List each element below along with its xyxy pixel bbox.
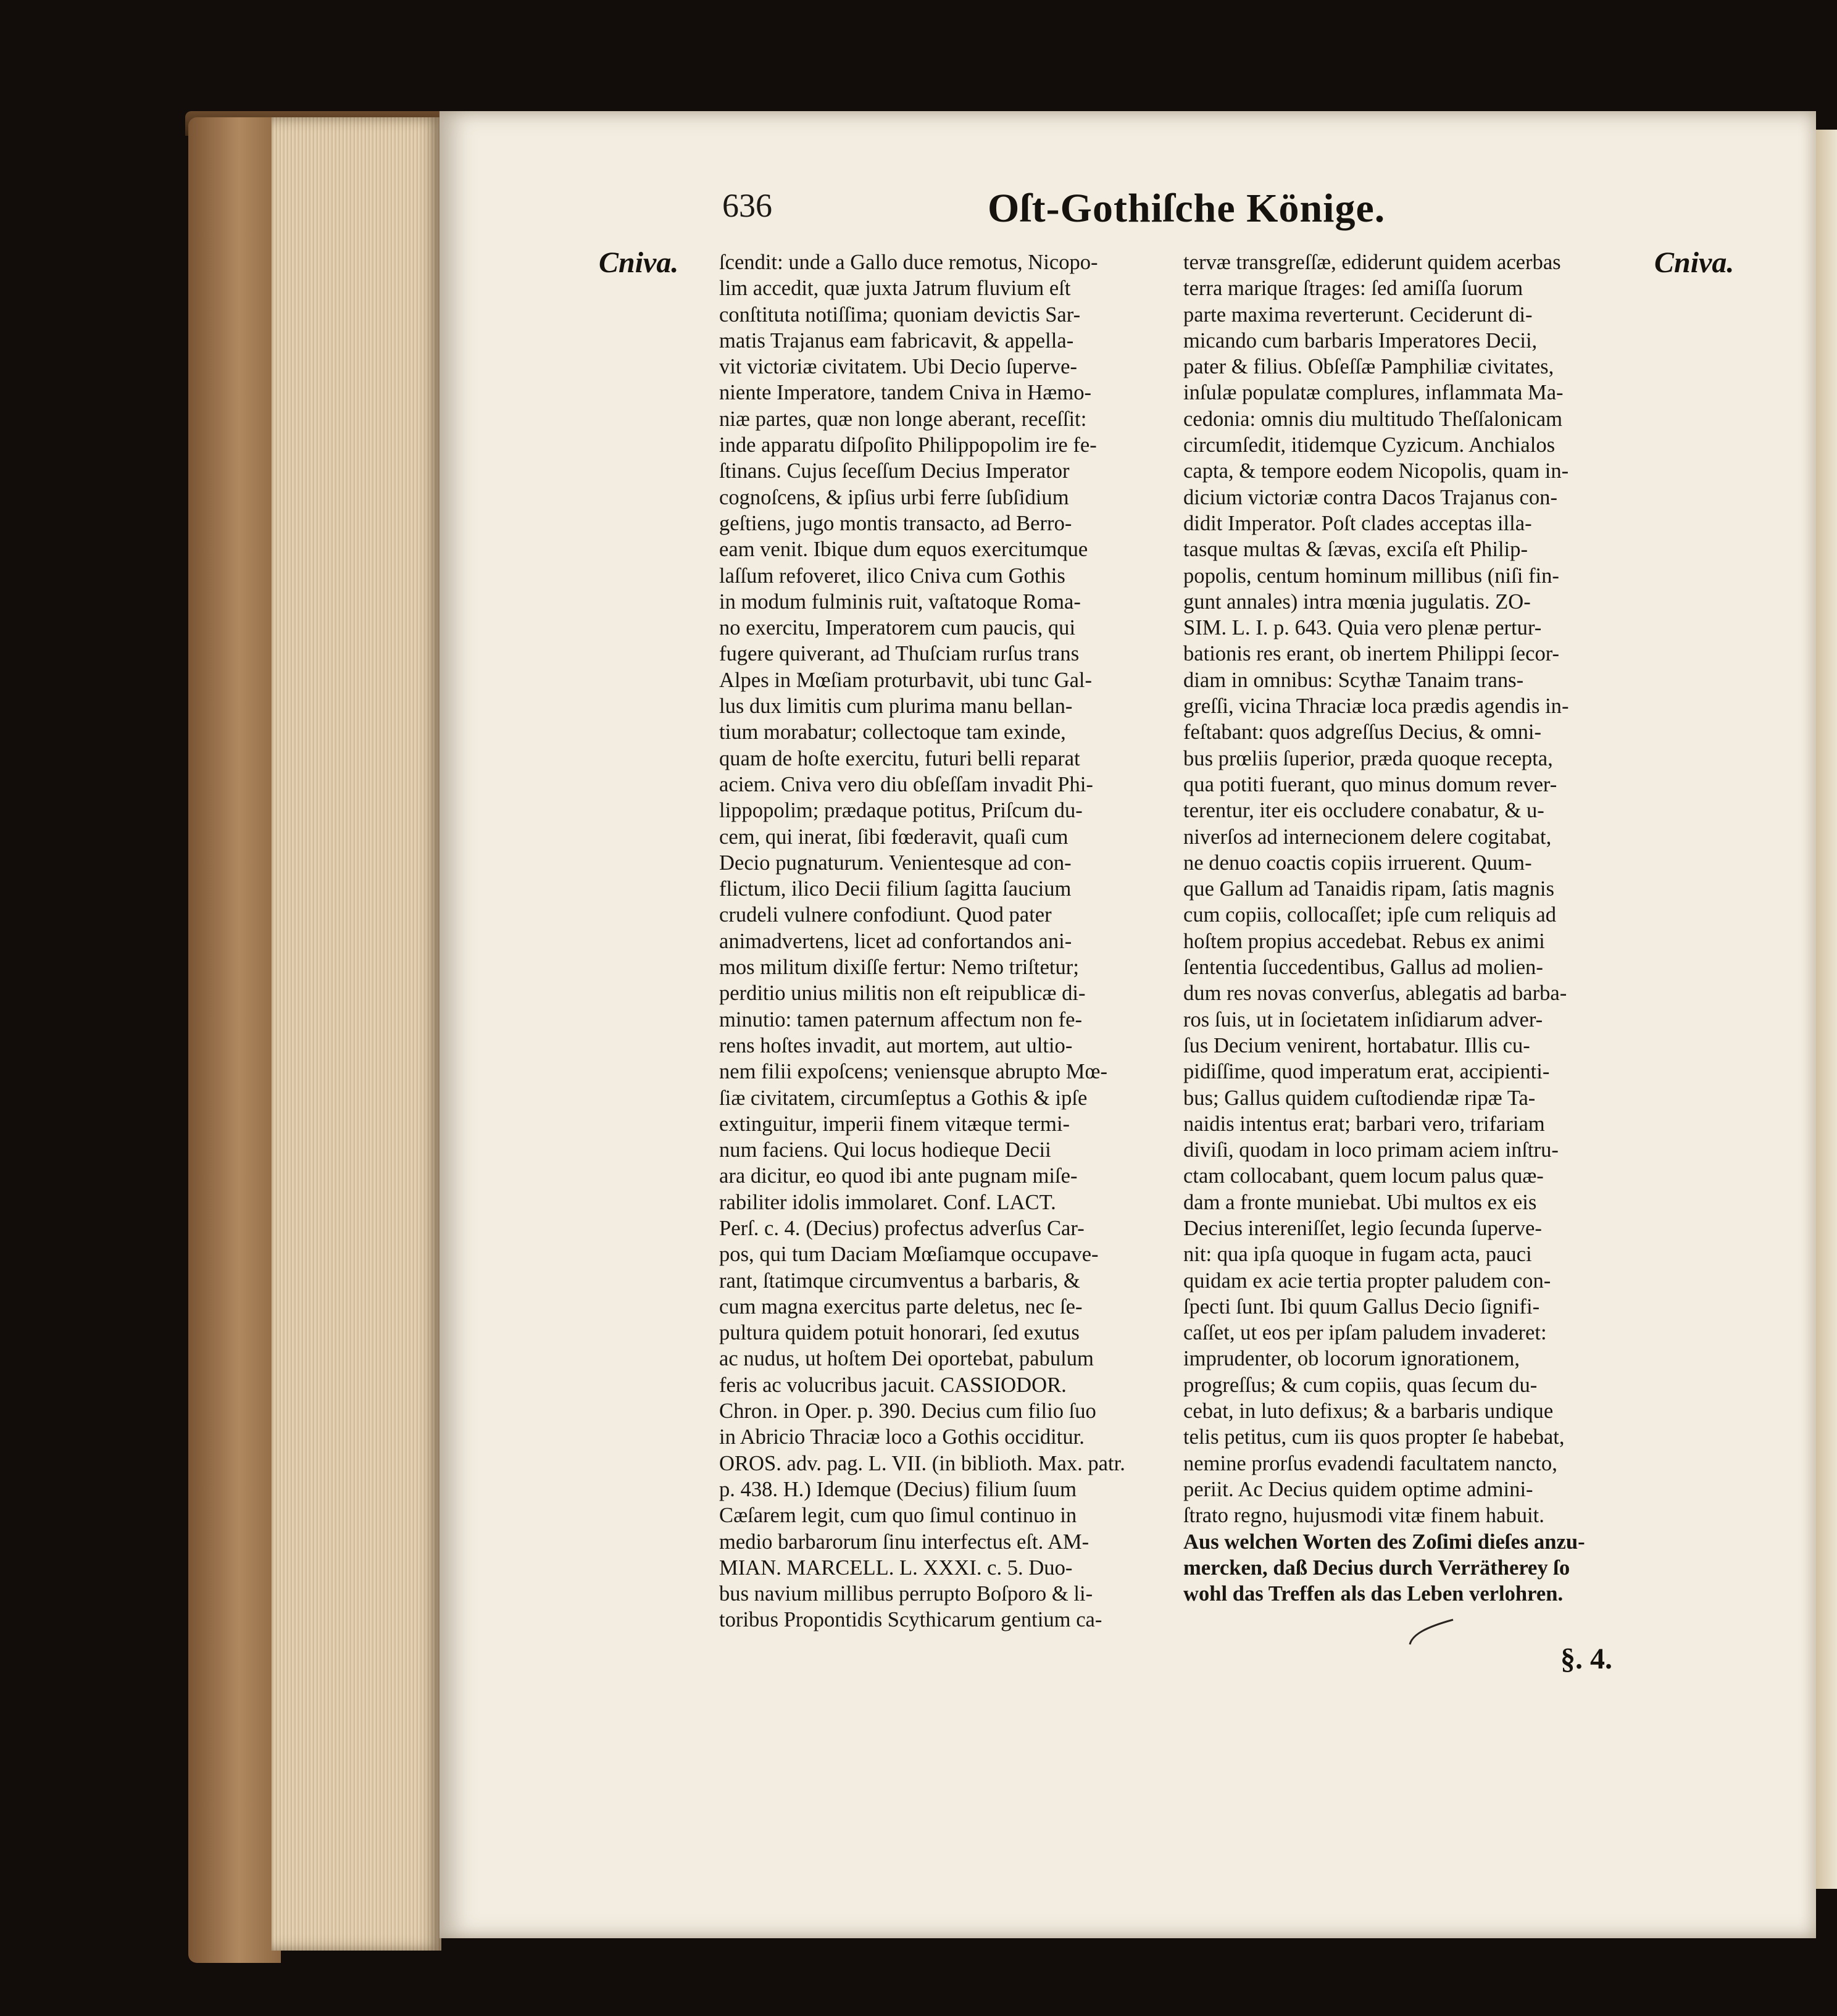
text-line: nit: qua ipſa quoque in fugam acta, pauci (1183, 1243, 1532, 1267)
page-number: 636 (722, 187, 772, 224)
text-line: didit Imperator. Poſt clades acceptas illa- (1183, 511, 1532, 535)
text-line: medio barbarorum ſinu interfectus eſt. AM- (719, 1530, 1089, 1554)
text-line: MIAN. MARCELL. L. XXXI. c. 5. Duo- (719, 1556, 1073, 1580)
left-text-column (719, 249, 1164, 1633)
text-line: toribus Propontidis Scythicarum gentium ca- (719, 1608, 1102, 1632)
text-line: terentur, iter eis occludere conabatur, & u- (1183, 799, 1544, 823)
text-line: feris ac volucribus jacuit. CASSIODOR. (719, 1373, 1067, 1397)
text-line: cedonia: omnis diu multitudo Theſſalonicam (1183, 407, 1562, 431)
text-line: naidis intentus erat; barbari vero, trifariam (1183, 1112, 1545, 1136)
text-line: conſtituta notiſſima; quoniam devictis Sar- (719, 302, 1081, 327)
text-line: niverſos ad internecionem delere cogitabat, (1183, 825, 1552, 849)
text-line: ſententia ſuccedentibus, Gallus ad molien- (1183, 956, 1543, 980)
text-line: eam venit. Ibique dum equos exercitumque (719, 538, 1088, 562)
text-line: lim accedit, quæ juxta Jatrum fluvium eſt (719, 277, 1071, 301)
text-line: in Abricio Thraciæ loco a Gothis occiditur. (719, 1425, 1085, 1449)
text-line: tervæ transgreſſæ, ediderunt quidem acerbas (1183, 251, 1561, 274)
text-line: telis petitus, cum iis quos propter ſe habebat, (1183, 1425, 1565, 1449)
text-line: rant, ſtatimque circumventus a barbaris, & (719, 1268, 1080, 1293)
text-line: gunt annales) intra mœnia jugulatis. ZO- (1183, 589, 1531, 614)
text-line: animadvertens, licet ad confortandos ani- (719, 929, 1072, 953)
ink-mark (1407, 1616, 1457, 1647)
text-line: bus prœliis ſuperior, præda quoque recepta, (1183, 746, 1553, 770)
text-line: crudeli vulnere confodiunt. Quod pater (719, 903, 1052, 927)
text-line: ctam collocabant, quem locum palus quæ- (1183, 1164, 1544, 1188)
text-line: cognoſcens, & ipſius urbi ferre ſubſidium (719, 485, 1069, 509)
text-line: extinguitur, imperii finem vitæque termi- (719, 1112, 1070, 1136)
text-line: rens hoſtes invadit, aut mortem, aut ultio- (719, 1033, 1073, 1057)
text-line: tium morabatur; collectoque tam exinde, (719, 720, 1066, 744)
text-line: flictum, ilico Decii filium ſagitta ſaucium (719, 877, 1072, 901)
text-line: greſſi, vicina Thraciæ loca prædis agendis in- (1183, 694, 1569, 719)
text-line: periit. Ac Decius quidem optime admini- (1183, 1477, 1533, 1501)
text-line: Aus welchen Worten des Zoſimi dieſes anzu- (1183, 1530, 1585, 1554)
text-line: inſulæ populatæ complures, inflammata Ma- (1183, 381, 1564, 405)
text-line: Cæſarem legit, cum quo ſimul continuo in (719, 1504, 1077, 1528)
text-line: rabiliter idolis immolaret. Conf. LACT. (719, 1190, 1056, 1214)
text-line: pultura quidem potuit honorari, ſed exutus (719, 1321, 1080, 1345)
text-line: Decio pugnaturum. Venientesque ad con- (719, 851, 1072, 875)
text-line: ac nudus, ut hoſtem Dei oportebat, pabulum (719, 1347, 1094, 1371)
text-line: minutio: tamen paternum affectum non fe- (719, 1007, 1082, 1031)
text-line: bus; Gallus quidem cuſtodiendæ ripæ Ta- (1183, 1086, 1536, 1110)
text-line: matis Trajanus eam fabricavit, & appella- (719, 328, 1074, 352)
text-line: dam a fronte muniebat. Ubi multos ex eis (1183, 1190, 1537, 1214)
text-line: wohl das Treffen als das Leben verlohren. (1183, 1582, 1564, 1606)
text-line: cebat, in luto defixus; & a barbaris undique (1183, 1399, 1554, 1423)
text-line: terra marique ſtrages: ſed amiſſa ſuorum (1183, 277, 1523, 301)
text-line: inde apparatu diſpoſito Philippopolim ire fe- (719, 433, 1097, 457)
text-line: ſiæ civitatem, circumſeptus a Gothis & ipſe (719, 1086, 1088, 1110)
text-line: tasque multas & ſævas, exciſa eſt Philip- (1183, 538, 1528, 562)
text-line: geſtiens, jugo montis transacto, ad Berro- (719, 511, 1072, 535)
text-line: circumſedit, itidemque Cyzicum. Anchialos (1183, 433, 1556, 457)
text-line: Chron. in Oper. p. 390. Decius cum filio ſuo (719, 1399, 1096, 1423)
text-line: ſpecti ſunt. Ibi quum Gallus Decio ſignifi- (1183, 1294, 1540, 1318)
text-line: aciem. Cniva vero diu obſeſſam invadit Phi- (719, 772, 1093, 796)
text-line: ſtinans. Cujus ſeceſſum Decius Imperator (719, 459, 1070, 483)
text-line: Perſ. c. 4. (Decius) profectus adverſus Car- (719, 1216, 1085, 1240)
catchword: §. 4. (1560, 1643, 1612, 1675)
text-line: diviſi, quodam in loco primam aciem inſtru- (1183, 1138, 1559, 1162)
text-line: p. 438. H.) Idemque (Decius) filium ſuum (719, 1477, 1077, 1501)
text-line: caſſet, ut eos per ipſam paludem invaderet: (1183, 1321, 1547, 1345)
text-line: lus dux limitis cum plurima manu bellan- (719, 694, 1073, 719)
text-line: dum res novas converſus, ablegatis ad barba- (1183, 981, 1567, 1006)
text-line: in modum fulminis ruit, vaſtatoque Roma- (719, 589, 1081, 614)
text-line: mercken, daß Decius durch Verrätherey ſo (1183, 1556, 1570, 1580)
text-line: ara dicitur, eo quod ibi ante pugnam miſe- (719, 1164, 1078, 1188)
text-line: ſtrato regno, hujusmodi vitæ finem habuit. (1183, 1504, 1544, 1528)
book-cover-edge (188, 117, 281, 1963)
text-line: OROS. adv. pag. L. VII. (in biblioth. Max. patr. (719, 1451, 1125, 1475)
text-line: cem, qui inerat, ſibi fœderavit, quaſi cum (719, 825, 1068, 849)
text-line: quidam ex acie tertia propter paludem con- (1183, 1268, 1551, 1293)
text-line: popolis, centum hominum millibus (niſi fin- (1183, 564, 1559, 588)
right-margin-note: Cniva. (1654, 246, 1735, 279)
text-line: niente Imperatore, tandem Cniva in Hæmo- (719, 381, 1092, 405)
text-line: mos militum dixiſſe fertur: Nemo triſtetur; (719, 956, 1079, 980)
text-line: cum copiis, collocaſſet; ipſe cum reliquis ad (1183, 903, 1556, 927)
text-line: perditio unius militis non eſt reipublicæ di- (719, 981, 1086, 1006)
text-line: pidiſſime, quod imperatum erat, accipienti- (1183, 1060, 1550, 1084)
text-line: ſus Decium venirent, hortabatur. Illis cu- (1183, 1033, 1530, 1057)
text-line: diam in omnibus: Scythæ Tanaim trans- (1183, 668, 1524, 692)
page-stack-edge (272, 117, 441, 1951)
text-line: progreſſus; & cum copiis, quas ſecum du- (1183, 1373, 1538, 1397)
text-line: nemine prorſus evadendi facultatem nancto, (1183, 1451, 1557, 1475)
left-margin-note: Cniva. (599, 246, 679, 279)
text-line: niæ partes, quæ non longe aberant, receſſit: (719, 407, 1087, 431)
text-line: hoſtem propius accedebat. Rebus ex animi (1183, 929, 1545, 953)
text-line: fugere quiverant, ad Thuſciam rurſus trans (719, 642, 1080, 666)
text-line: no exercitu, Imperatorem cum paucis, qui (719, 616, 1076, 640)
text-line: nem filii expoſcens; veniensque abrupto Mœ- (719, 1060, 1107, 1084)
text-line: vit victoriæ civitatem. Ubi Decio ſuperve- (719, 355, 1077, 379)
text-line: quam de hoſte exercitu, futuri belli reparat (719, 746, 1080, 770)
text-line: ſcendit: unde a Gallo duce remotus, Nicopo- (719, 251, 1098, 274)
text-line: capta, & tempore eodem Nicopolis, quam in- (1183, 459, 1569, 483)
right-text-column (1183, 249, 1628, 1607)
text-line: ne denuo coactis copiis irruerent. Quum- (1183, 851, 1532, 875)
text-line: SIM. L. I. p. 643. Quia vero plenæ pertur- (1183, 616, 1542, 640)
text-line: pos, qui tum Daciam Mœſiamque occupave- (719, 1243, 1099, 1267)
text-line: Alpes in Mœſiam proturbavit, ubi tunc Gal- (719, 668, 1093, 692)
text-line: feſtabant: quos adgreſſus Decius, & omni- (1183, 720, 1542, 744)
text-line: parte maxima reverterunt. Ceciderunt di- (1183, 302, 1533, 327)
text-line: bus navium millibus perrupto Boſporo & li- (719, 1582, 1093, 1606)
text-line: bationis res erant, ob inertem Philippi ſecor- (1183, 642, 1560, 666)
text-line: micando cum barbaris Imperatores Decii, (1183, 328, 1538, 352)
text-line: num faciens. Qui locus hodieque Decii (719, 1138, 1051, 1162)
running-head: Oſt-Gothiſche Könige. (988, 186, 1386, 231)
text-line: imprudenter, ob locorum ignorationem, (1183, 1347, 1520, 1371)
text-line: ros ſuis, ut in ſocietatem inſidiarum adver- (1183, 1007, 1543, 1031)
text-line: laſſum refoveret, ilico Cniva cum Gothis (719, 564, 1065, 588)
text-line: dicium victoriæ contra Dacos Trajanus con- (1183, 485, 1557, 509)
text-line: que Gallum ad Tanaidis ripam, ſatis magnis (1183, 877, 1554, 901)
text-line: lippopolim; prædaque potitus, Priſcum du- (719, 799, 1083, 823)
text-line: pater & filius. Obſeſſæ Pamphiliæ civitates, (1183, 355, 1554, 379)
text-line: cum magna exercitus parte deletus, nec ſe- (719, 1294, 1083, 1318)
text-line: qua potiti fuerant, quo minus domum rever- (1183, 772, 1557, 796)
text-line: Decius intereniſſet, legio ſecunda ſuperve- (1183, 1216, 1542, 1240)
